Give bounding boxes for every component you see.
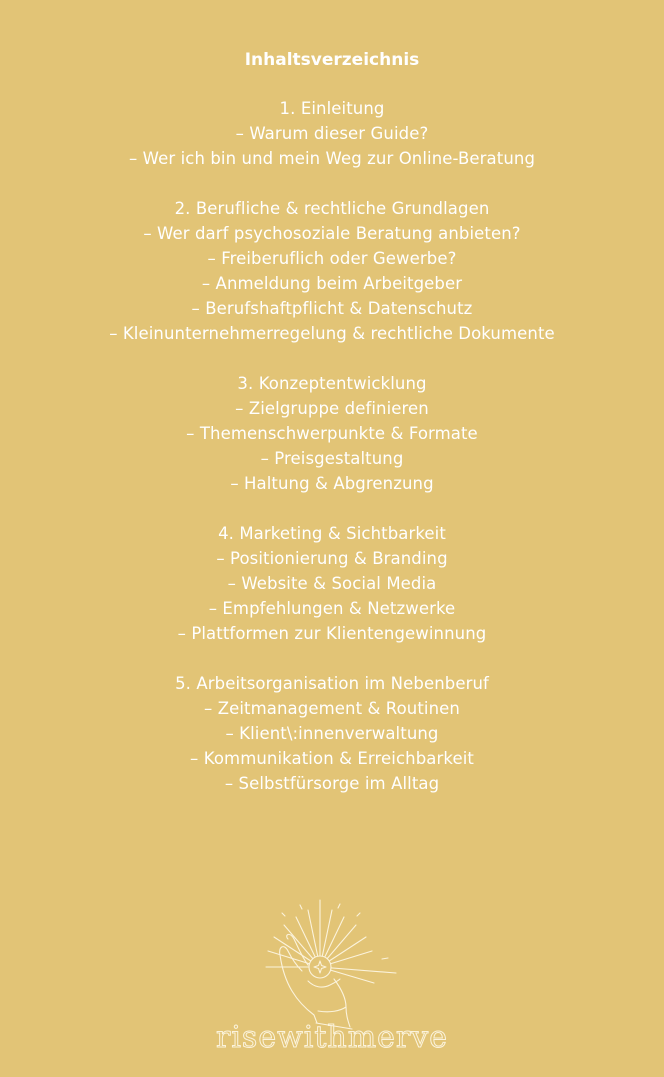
toc-item: – Empfehlungen & Netzwerke (208, 599, 456, 618)
toc-item: – Zielgruppe definieren (235, 399, 429, 418)
toc-item: – Website & Social Media (227, 574, 437, 593)
table-of-contents (0, 46, 664, 796)
toc-item: – Themenschwerpunkte & Formate (186, 424, 478, 443)
toc-section-2 (0, 196, 664, 346)
toc-item: – Klient\:innenverwaltung (225, 724, 439, 743)
toc-item: – Zeitmanagement & Routinen (204, 699, 460, 718)
toc-section-heading: 3. Konzeptentwicklung (237, 374, 427, 393)
toc-section-5 (0, 671, 664, 796)
section-spacer (0, 646, 664, 671)
toc-item: – Kleinunternehmerregelung & rechtliche Dokumente (109, 324, 555, 343)
toc-item: – Wer ich bin und mein Weg zur Online-Beratung (128, 149, 536, 168)
section-spacer (0, 171, 664, 196)
toc-item: – Berufshaftpflicht & Datenschutz (191, 299, 473, 318)
brand-wordmark: risewithmerve (216, 1020, 448, 1055)
toc-section-heading: 1. Einleitung (279, 99, 385, 118)
toc-item: – Freiberuflich oder Gewerbe? (207, 249, 457, 268)
toc-section-3 (0, 371, 664, 496)
toc-item: – Plattformen zur Klientengewinnung (177, 624, 487, 643)
toc-item: – Anmeldung beim Arbeitgeber (201, 274, 463, 293)
section-spacer (0, 346, 664, 371)
toc-item: – Selbstfürsorge im Alltag (224, 774, 440, 793)
toc-item: – Positionierung & Branding (216, 549, 448, 568)
toc-item: – Wer darf psychosoziale Beratung anbieten? (143, 224, 521, 243)
toc-section-heading: 2. Berufliche & rechtliche Grundlagen (174, 199, 490, 218)
toc-item: – Preisgestaltung (260, 449, 404, 468)
section-spacer (0, 496, 664, 521)
toc-item: – Warum dieser Guide? (235, 124, 429, 143)
toc-section-1 (0, 96, 664, 171)
toc-section-heading: 5. Arbeitsorganisation im Nebenberuf (175, 674, 489, 693)
toc-section-heading: 4. Marketing & Sichtbarkeit (218, 524, 446, 543)
toc-title: Inhaltsverzeichnis (244, 50, 420, 70)
toc-section-4 (0, 521, 664, 646)
toc-item: – Haltung & Abgrenzung (230, 474, 434, 493)
toc-item: – Kommunikation & Erreichbarkeit (190, 749, 474, 768)
